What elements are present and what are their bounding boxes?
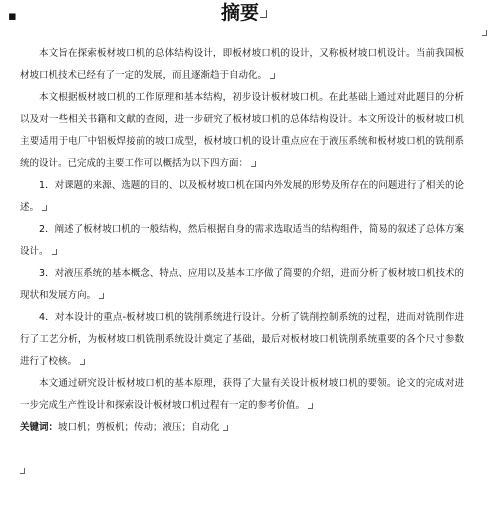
paragraph-item-3: 3．对液压系统的基本概念、特点、应用以及基本工序做了简要的介绍，进而分析了板材坡口机技术的现状和发展方向。 [20,268,464,301]
keywords-text: 坡口机；剪板机；传动；液压；自动化 [58,422,220,433]
abstract-body [20,43,464,439]
bullet-mark: ▪ [8,9,17,24]
paragraph-mark-icon [80,359,85,365]
paragraph-mark-icon [482,30,487,36]
paragraph-mark-icon [308,403,313,409]
paragraph-item-1: 1．对课题的来源、选题的目的、以及板材坡口机在国内外发展的形势及所存在的问题进行了相关的论述。 [20,180,464,213]
paragraph-mark-icon [20,468,25,474]
page-title [0,2,488,24]
paragraph-item-2: 2．阐述了板材坡口机的一般结构，然后根据自身的需求选取适当的结构组件，简易的叙述了总体方案设计。 [20,224,464,257]
paragraph-mark-icon [52,249,57,255]
paragraph-mark-icon [260,10,267,18]
paragraph-mark-icon [270,73,275,79]
paragraph-conclusion: 本文通过研究设计板材坡口机的基本原理，获得了大量有关设计板材坡口机的要领。论文的完成对进一步完成生产性设计和探索设计板材坡口机过程有一定的参考价值。 [20,378,464,411]
paragraph-overview: 本文根据板材坡口机的工作原理和基本结构，初步设计板材坡口机。在此基础上通过对此题目的分析以及对一些相关书籍和文献的查阅，进一步研究了板材坡口机的总体结构设计。本文所设计的板材坡口机主要适用于电厂中铝板焊接前的坡口成型，板材坡口机的设计重点应在于液压系统和板材坡口机的铣削系统的设计。已完成的主要工作可以概括为以下四方面： [20,92,464,169]
keywords-label: 关键词： [20,422,59,433]
paragraph-mark-icon [99,293,104,299]
paragraph-item-4: 4．对本设计的重点-板材坡口机的铣削系统进行设计。分析了铣削控制系统的过程，进而对铣削作进行了工艺分析，为板材坡口机铣削系统设计奠定了基础，最后对板材坡口机铣削系统重要的各个尺寸参数进行了校核。 [20,312,464,367]
paragraph-mark-icon [223,425,228,431]
paragraph-mark-icon [42,205,47,211]
title-text: 摘要 [220,2,259,24]
keywords-line [20,417,464,439]
paragraph-intro: 本文旨在探索板材坡口机的总体结构设计，即板材坡口机的设计，又称板材坡口机设计。当前我国板材坡口机技术已经有了一定的发展，而且逐渐趋于自动化。 [20,48,464,81]
paragraph-mark-icon [251,161,256,167]
